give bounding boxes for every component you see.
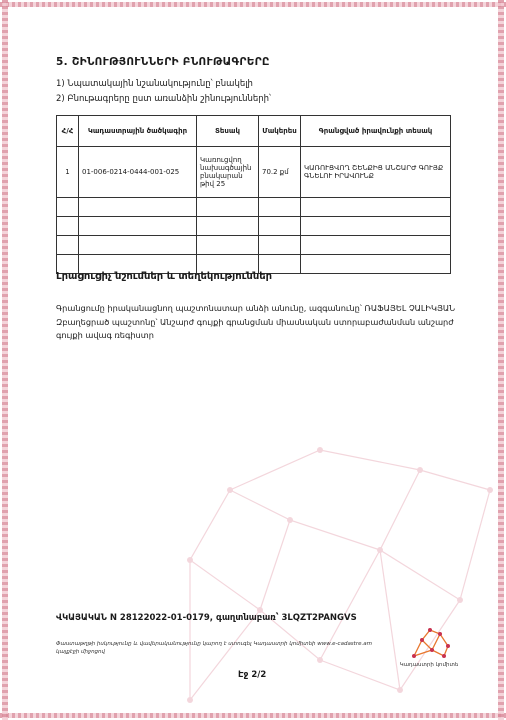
remarks-block [56, 302, 456, 343]
header-number: Հ/Հ [57, 116, 79, 147]
header-area: Մակերես [259, 116, 301, 147]
section-title: 5. ՇԻՆՈՒԹՅՈՒՆՆԵՐԻ ԲՆՈՒԹԱԳՐԵՐԸ [56, 56, 270, 68]
remarks-title: Լրացուցիչ նշումներ և տեղեկություններ [56, 271, 273, 282]
table-row-empty [57, 217, 451, 236]
table-row [57, 147, 451, 198]
registrar-name: Գրանցումը իրականացնող պաշտոնատար անձի անունը, ազգանունը՝ ՌԱՖԱՅԵԼ ՉԱԼԻԿՅԱՆ [56, 303, 456, 313]
characteristics-line: 2) Բնութագրերը ըստ առանձին շինությունների՝ [56, 94, 272, 104]
decorative-border-left [2, 0, 8, 720]
cell-area: 70.2 քմ [259, 147, 301, 198]
registrar-position: Զբաղեցրած պաշտոնը՝ Անշարժ գույքի գրանցման միասնական ստորաբաժանման անշարժ գույքի ավագ ռեգիստր [56, 316, 454, 340]
decorative-border-top [0, 2, 506, 7]
cell-type: Կառուցվող նախագծային բնակարան թիվ 25 [197, 147, 259, 198]
header-right-type: Գրանցված իրավունքի տեսակ [301, 116, 451, 147]
header-type: Տեսակ [197, 116, 259, 147]
cell-right-type: ԿԱՌՈՒՑՎՈՂ ՇԵՆՔԻՑ ԱՆՇԱՐԺ ԳՈՒՅՔ ԳՆԵԼՈՒ ԻՐԱՎՈՒՆՔ [301, 147, 451, 198]
cell-cadastral-code: 01-006-0214-0444-001-025 [79, 147, 197, 198]
certificate-number: ՎԿԱՅԱԿԱՆ N 28122022-01-0179, գաղտնաբառ՝ 3LQZT2PANGVS [56, 613, 357, 623]
buildings-table [56, 115, 451, 274]
decorative-border-bottom [0, 713, 506, 718]
cadastre-committee-logo-icon [404, 626, 454, 660]
page-number: Էջ 2/2 [238, 670, 267, 680]
table-row-empty [57, 198, 451, 217]
verification-note: Փաստաթղթի իսկությունը և վավերականությունը կարող է ստուգել Կադաստրի կոմիտեի www.e-cadastre.am կայքէջի միջոցով [56, 641, 372, 655]
logo-caption: Կադաստրի կոմիտե [399, 662, 459, 668]
cell-number: 1 [57, 147, 79, 198]
table-row-empty [57, 236, 451, 255]
purpose-line: 1) Նպատակային նշանակությունը՝ բնակելի [56, 79, 253, 89]
table-header-row [57, 116, 451, 147]
header-cadastral-code: Կադաստրային ծածկագիր [79, 116, 197, 147]
